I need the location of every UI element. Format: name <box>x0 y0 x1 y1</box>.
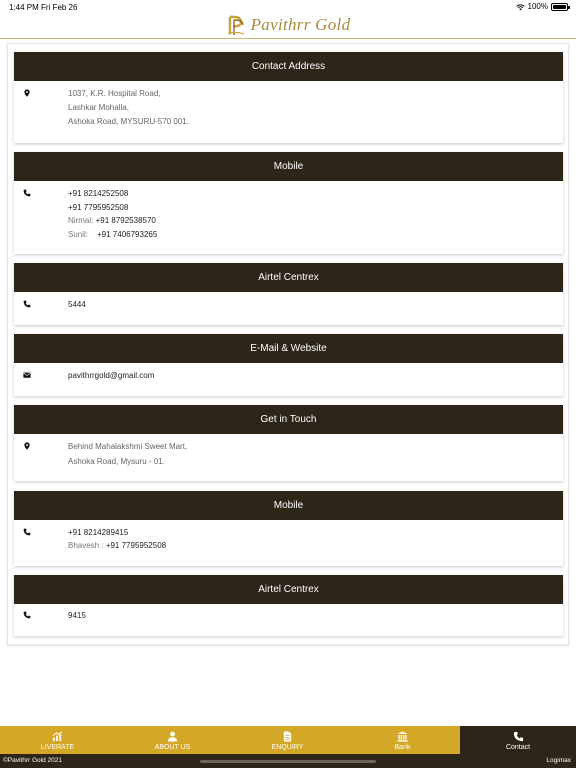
mobile-card-2 <box>14 491 563 566</box>
chart-icon <box>52 731 63 742</box>
contact-label: Bhavesh : <box>68 541 104 550</box>
address-line-2: Ashoka Road, Mysuru - 01. <box>68 457 165 466</box>
map-pin-icon <box>23 442 31 450</box>
status-time: 1:44 PM <box>9 3 39 12</box>
card-header: Mobile <box>14 491 563 520</box>
home-indicator[interactable] <box>200 760 376 763</box>
copyright-text: ©Pavithrr Gold 2021 <box>3 757 62 764</box>
phone-number[interactable]: +91 7795952508 <box>68 203 129 212</box>
email-website-card <box>14 334 563 396</box>
contact-number: +91 7795952508 <box>105 541 167 550</box>
battery-icon <box>551 3 568 11</box>
centrex-extension[interactable]: 9415 <box>68 611 86 620</box>
address-line-3: Ashoka Road, MYSURU-570 001. <box>68 117 189 126</box>
nav-label: Contact <box>505 744 531 751</box>
airtel-centrex-card-2 <box>14 575 563 636</box>
contact-label: Nirmal: <box>68 216 94 225</box>
centrex-extension[interactable]: 5444 <box>68 300 86 309</box>
card-header: E-Mail & Website <box>14 334 563 363</box>
logo-icon <box>226 14 246 36</box>
map-pin-icon <box>23 89 31 97</box>
envelope-icon <box>23 371 31 379</box>
card-header: Airtel Centrex <box>14 263 563 292</box>
nav-liverate[interactable] <box>0 726 115 754</box>
document-icon <box>282 731 293 742</box>
phone-icon <box>23 189 31 197</box>
user-icon <box>167 731 178 742</box>
nav-about-us[interactable] <box>115 726 230 754</box>
nav-label: LIVERATE <box>40 744 75 751</box>
card-header: Contact Address <box>14 52 563 81</box>
phone-number[interactable]: +91 8214289415 <box>68 528 129 537</box>
wifi-icon <box>516 3 525 11</box>
email-link[interactable]: pavithrrgold@gmail.com <box>68 371 155 380</box>
card-header: Airtel Centrex <box>14 575 563 604</box>
mobile-card <box>14 152 563 254</box>
nav-enquiry[interactable] <box>230 726 345 754</box>
phone-number[interactable]: +91 8214252508 <box>68 189 129 198</box>
contact-label: Sunil: <box>68 230 89 239</box>
status-date: Fri Feb 26 <box>41 3 78 12</box>
nav-bank[interactable] <box>345 726 460 754</box>
nav-label: ENQUIRY <box>271 744 304 751</box>
status-right <box>516 2 568 11</box>
phone-icon <box>513 731 524 742</box>
contact-nirmal[interactable] <box>68 216 156 225</box>
contact-number: +91 7406793265 <box>97 230 158 239</box>
contact-number: +91 8792538570 <box>95 216 156 225</box>
bottom-nav <box>0 726 576 754</box>
address-line-2: Lashkar Mohalla, <box>68 103 129 112</box>
contact-sunil[interactable] <box>68 230 157 239</box>
brand-name: Pavithrr Gold <box>250 15 351 34</box>
bank-icon <box>397 731 408 742</box>
phone-icon <box>23 528 31 536</box>
phone-icon <box>23 611 31 619</box>
phone-icon <box>23 300 31 308</box>
card-header: Get in Touch <box>14 405 563 434</box>
nav-label: Bank <box>394 744 411 751</box>
nav-contact[interactable] <box>460 726 576 754</box>
contact-bhavesh[interactable] <box>68 541 166 550</box>
contact-address-card <box>14 52 563 143</box>
address-line-1: 1037, K.R. Hospital Road, <box>68 89 161 98</box>
contact-panel <box>7 43 569 645</box>
nav-label: ABOUT US <box>154 744 191 751</box>
battery-percent: 100% <box>527 2 548 11</box>
get-in-touch-card <box>14 405 563 481</box>
app-header <box>0 12 576 39</box>
address-line-1: Behind Mahalakshmi Sweet Mart, <box>68 442 188 451</box>
developer-credit: Logimax <box>546 757 571 764</box>
card-header: Mobile <box>14 152 563 181</box>
airtel-centrex-card <box>14 263 563 325</box>
